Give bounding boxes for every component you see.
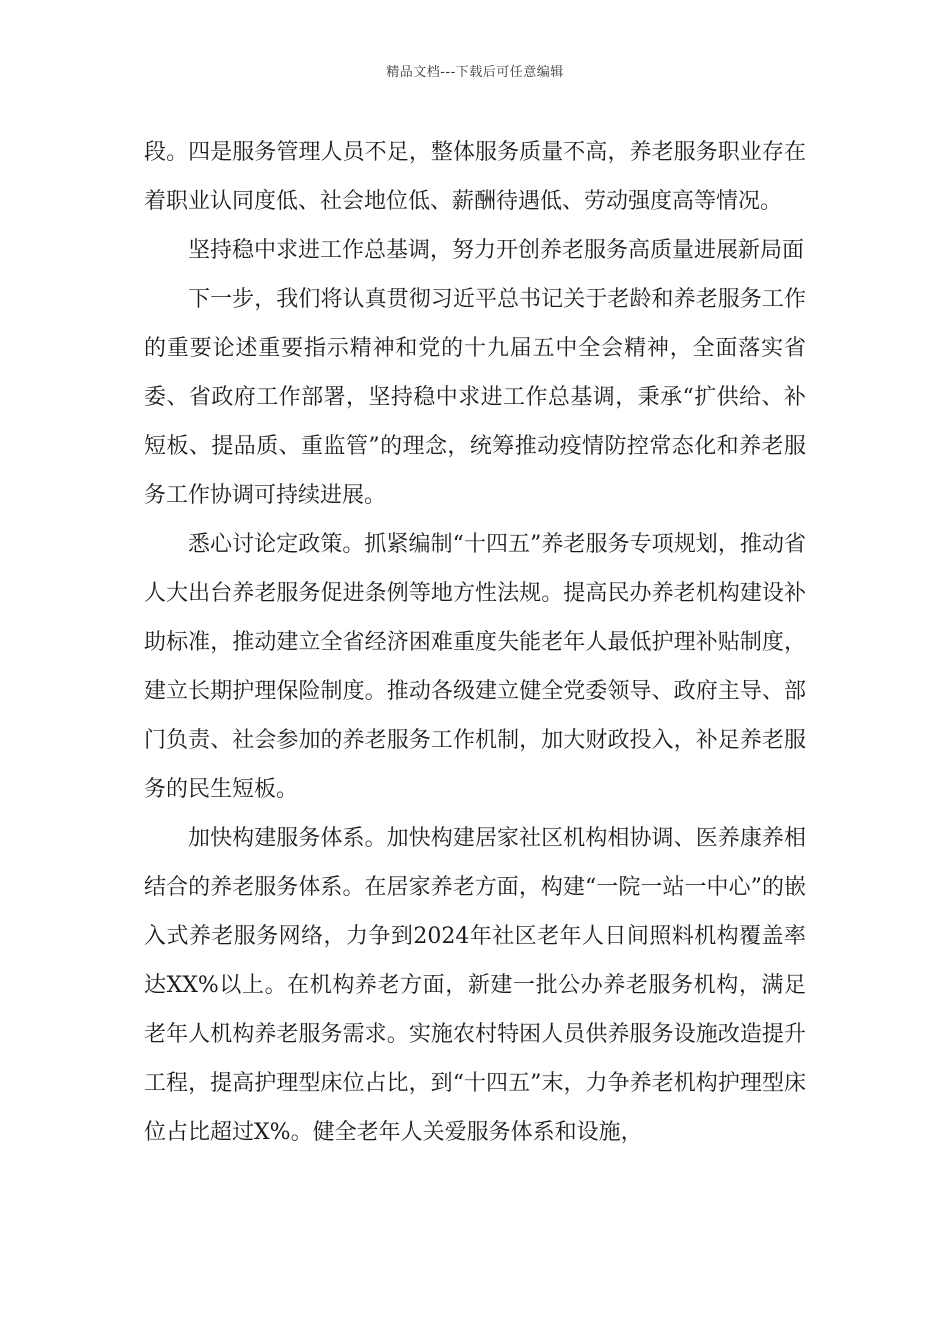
paragraph-policy: 悉心讨论定政策。抓紧编制“十四五”养老服务专项规划，推动省人大出台养老服务促进条例等地方性法规。提高民办养老机构建设补助标准，推动建立全省经济困难重度失能老年人最低护理补贴制度，建立长期护理保险制度。推动各级建立健全党委领导、政府主导、部门负责、社会参加的养老服务工作机制，加大财政投入，补足养老服务的民生短板。 — [144, 532, 806, 802]
paragraph-continuation: 段。四是服务管理人员不足，整体服务质量不高，养老服务职业存在着职业认同度低、社会地位低、薪酬待遇低、劳动强度高等情况。 — [144, 140, 806, 214]
document-body — [144, 128, 806, 1157]
paragraph-next-steps: 下一步，我们将认真贯彻习近平总书记关于老龄和养老服务工作的重要论述重要指示精神和党的十九届五中全会精神，全面落实省委、省政府工作部署，坚持稳中求进工作总基调，秉承“扩供给、补短板、提品质、重监管”的理念，统筹推动疫情防控常态化和养老服务工作协调可持续进展。 — [144, 287, 806, 508]
paragraph-service-system: 加快构建服务体系。加快构建居家社区机构相协调、医养康养相结合的养老服务体系。在居家养老方面，构建“一院一站一中心”的嵌入式养老服务网络，力争到2024年社区老年人日间照料机构覆盖率达XX%以上。在机构养老方面，新建一批公办养老服务机构，满足老年人机构养老服务需求。实施农村特困人员供养服务设施改造提升工程，提高护理型床位占比，到“十四五”末，力争养老机构护理型床位占比超过X%。健全老年人关爱服务体系和设施， — [144, 826, 806, 1145]
section-heading: 坚持稳中求进工作总基调，努力开创养老服务高质量进展新局面 — [188, 238, 805, 263]
page-header: 精品文档---下载后可任意编辑 — [386, 65, 564, 80]
